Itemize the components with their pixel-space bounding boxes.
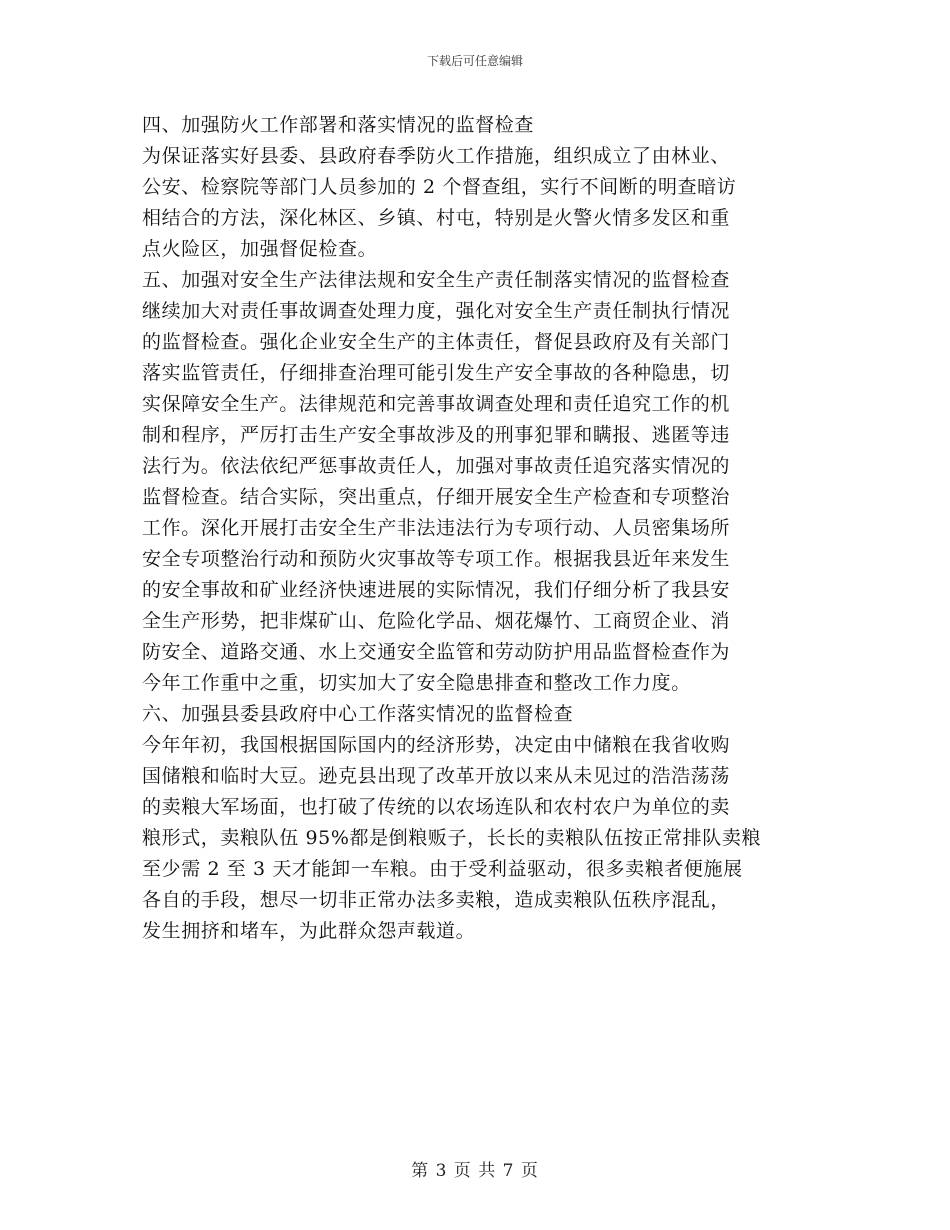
- text-line: 今年工作重中之重，切实加大了安全隐患排查和整改工作力度。: [142, 672, 691, 694]
- text-line: 为保证落实好县委、县政府春季防火工作措施，组织成立了由林业、: [142, 145, 731, 167]
- text-line: 发生拥挤和堵车，为此群众怨声载道。: [142, 920, 476, 942]
- text-line: 全生产形势，把非煤矿山、危险化学品、烟花爆竹、工商贸企业、消: [142, 610, 731, 632]
- text-line: 至少需 2 至 3 天才能卸一车粮。由于受利益驱动，很多卖粮者便施展: [142, 858, 743, 880]
- text-line: 粮形式，卖粮队伍 95%都是倒粮贩子，长长的卖粮队伍按正常排队卖粮: [142, 827, 762, 849]
- text-line: 继续加大对责任事故调查处理力度，强化对安全生产责任制执行情况: [142, 300, 731, 322]
- text-line: 相结合的方法，深化林区、乡镇、村屯，特别是火警火情多发区和重: [142, 207, 731, 229]
- text-line: 的安全事故和矿业经济快速进展的实际情况，我们仔细分析了我县安: [142, 579, 731, 601]
- text-line: 监督检查。结合实际，突出重点，仔细开展安全生产检查和专项整治: [142, 486, 731, 508]
- text-line: 制和程序，严厉打击生产安全事故涉及的刑事犯罪和瞒报、逃匿等违: [142, 424, 731, 446]
- text-line: 法行为。依法依纪严惩事故责任人，加强对事故责任追究落实情况的: [142, 455, 731, 477]
- text-line: 安全专项整治行动和预防火灾事故等专项工作。根据我县近年来发生: [142, 548, 731, 570]
- text-line: 防安全、道路交通、水上交通安全监管和劳动防护用品监督检查作为: [142, 641, 731, 663]
- text-line: 国储粮和临时大豆。逊克县出现了改革开放以来从未见过的浩浩荡荡: [142, 765, 731, 787]
- text-line: 实保障安全生产。法律规范和完善事故调查处理和责任追究工作的机: [142, 393, 731, 415]
- text-line: 四、加强防火工作部署和落实情况的监督检查: [142, 114, 535, 136]
- page-header-note: 下载后可任意编辑: [426, 54, 523, 68]
- text-line: 点火险区，加强督促检查。: [142, 238, 378, 260]
- text-line: 各自的手段，想尽一切非正常办法多卖粮，造成卖粮队伍秩序混乱，: [142, 889, 731, 911]
- text-line: 的监督检查。强化企业安全生产的主体责任，督促县政府及有关部门: [142, 331, 731, 353]
- text-line: 今年年初，我国根据国际国内的经济形势，决定由中储粮在我省收购: [142, 734, 731, 756]
- text-line: 五、加强对安全生产法律法规和安全生产责任制落实情况的监督检查: [142, 269, 731, 291]
- document-body: [142, 110, 810, 947]
- text-line: 落实监管责任，仔细排查治理可能引发生产安全事故的各种隐患，切: [142, 362, 731, 384]
- page-number: 第 3 页 共 7 页: [411, 1161, 539, 1181]
- text-line: 工作。深化开展打击安全生产非法违法行为专项行动、人员密集场所: [142, 517, 731, 539]
- text-line: 六、加强县委县政府中心工作落实情况的监督检查: [142, 703, 574, 725]
- text-line: 公安、检察院等部门人员参加的 2 个督查组，实行不间断的明查暗访: [142, 176, 737, 198]
- text-line: 的卖粮大军场面，也打破了传统的以农场连队和农村农户为单位的卖: [142, 796, 731, 818]
